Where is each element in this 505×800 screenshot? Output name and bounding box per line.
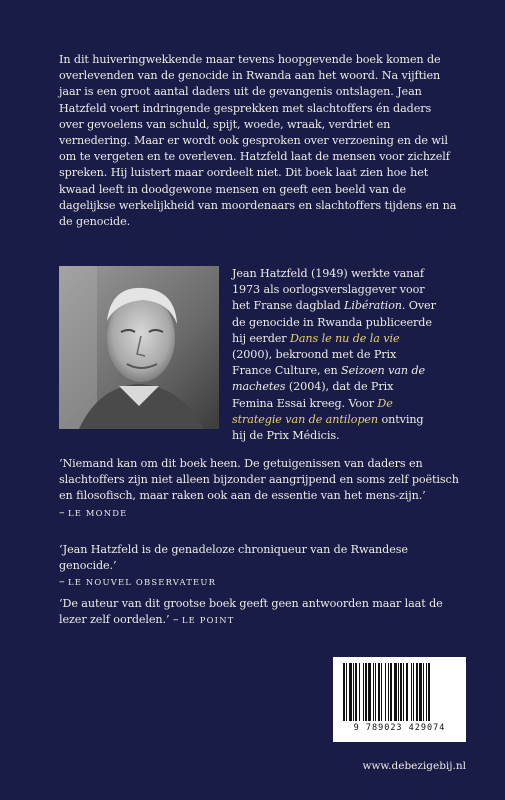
barcode-bar [355, 663, 357, 721]
barcode-bar [346, 663, 347, 721]
review-quote: ‘De auteur van dit grootse boek geeft geen antwoorden maar laat de lezer zelf oordelen.’ – LE POINT [59, 597, 443, 627]
barcode-bar [400, 663, 402, 721]
isbn-number: 9 789023 429074 [353, 723, 446, 733]
barcode-bar [426, 663, 427, 721]
barcode-bar [388, 663, 389, 721]
book-title-1: Dans le nu de la vie [289, 331, 400, 345]
barcode-bar [406, 663, 408, 721]
barcode-bar [363, 663, 364, 721]
barcode-bar [390, 663, 392, 721]
barcode-bar [403, 663, 404, 721]
author-bio: Jean Hatzfeld (1949) werkte vanaf 1973 als oorlogsverslaggever voor het Franse dagblad Libération. Over de genocide in Rwanda publiceerde hij eerder Dans le nu de la vie (2000), bekroond met de Prix France Culture, en Seizoen van de machetes (2004), dat de Prix Femina Essai kreeg. Voor De strategie van de antilopen ontving hij de Prix Médicis. [232, 267, 436, 443]
barcode-bar [378, 663, 380, 721]
barcode-bar [375, 663, 376, 721]
barcode [333, 657, 466, 742]
review-quote: ‘Niemand kan om dit boek heen. De getuigenissen van daders en slachtoffers zijn niet alleen bijzonder aangrijpend en soms zelf poëtisch en filosofisch, maar raken ook aan de essentie van het mens-zijn.’ – LE MONDE [59, 457, 459, 519]
barcode-bar [349, 663, 352, 721]
author-photo [59, 266, 219, 429]
barcode-bar [428, 663, 430, 721]
barcode-bar [419, 663, 422, 721]
barcode-bar [373, 663, 374, 721]
newspaper-title: Libération [344, 299, 402, 313]
blurb-text: In dit huiveringwekkende maar tevens hoopgevende boek komen de overlevenden van de genocide in Rwanda aan het woord. Na vijftien jaar is een groot aantal daders uit de gevangenis ontslagen. Jean Hatzfeld voert indringende gesprekken met slachtoffers én daders over gevoelens van schuld, spijt, woede, wraak, verdriet en vernedering. Maar er wordt ook gesproken over verzoening en de wil om te vergeten en te overleven. Hatzfeld laat de mensen voor zichzelf spreken. Hij luistert maar oordeelt niet. Dit boek laat zien hoe het kwaad leeft in doodgewone mensen en geeft een beeld van de dagelijkse werkelijkheid van moordenaars en slachtoffers tijdens en na de genocide. [59, 53, 457, 229]
barcode-bars [341, 663, 458, 721]
barcode-bar [353, 663, 354, 721]
barcode-bar [381, 663, 382, 721]
barcode-bar [359, 663, 360, 721]
barcode-bar [368, 663, 371, 721]
book-title-3: De strategie van de antilopen [232, 396, 393, 426]
barcode-bar [413, 663, 414, 721]
publisher-website: www.debezigebij.nl [362, 760, 466, 772]
barcode-bar [394, 663, 397, 721]
barcode-bar [365, 663, 367, 721]
barcode-bar [343, 663, 345, 721]
quote-source: LE MONDE [67, 507, 128, 518]
barcode-bar [398, 663, 399, 721]
review-quote: ‘Jean Hatzfeld is de genadeloze chroniqueur van de Rwandese genocide.’ – LE NOUVEL OBSERVATEUR [59, 543, 408, 589]
quote-source: LE POINT [181, 615, 235, 626]
barcode-bar [385, 663, 386, 721]
barcode-bar [423, 663, 424, 721]
quote-source: LE NOUVEL OBSERVATEUR [67, 577, 217, 588]
barcode-bar [411, 663, 412, 721]
barcode-bar [416, 663, 418, 721]
book-title-2: Seizoen van de machetes [232, 364, 426, 394]
